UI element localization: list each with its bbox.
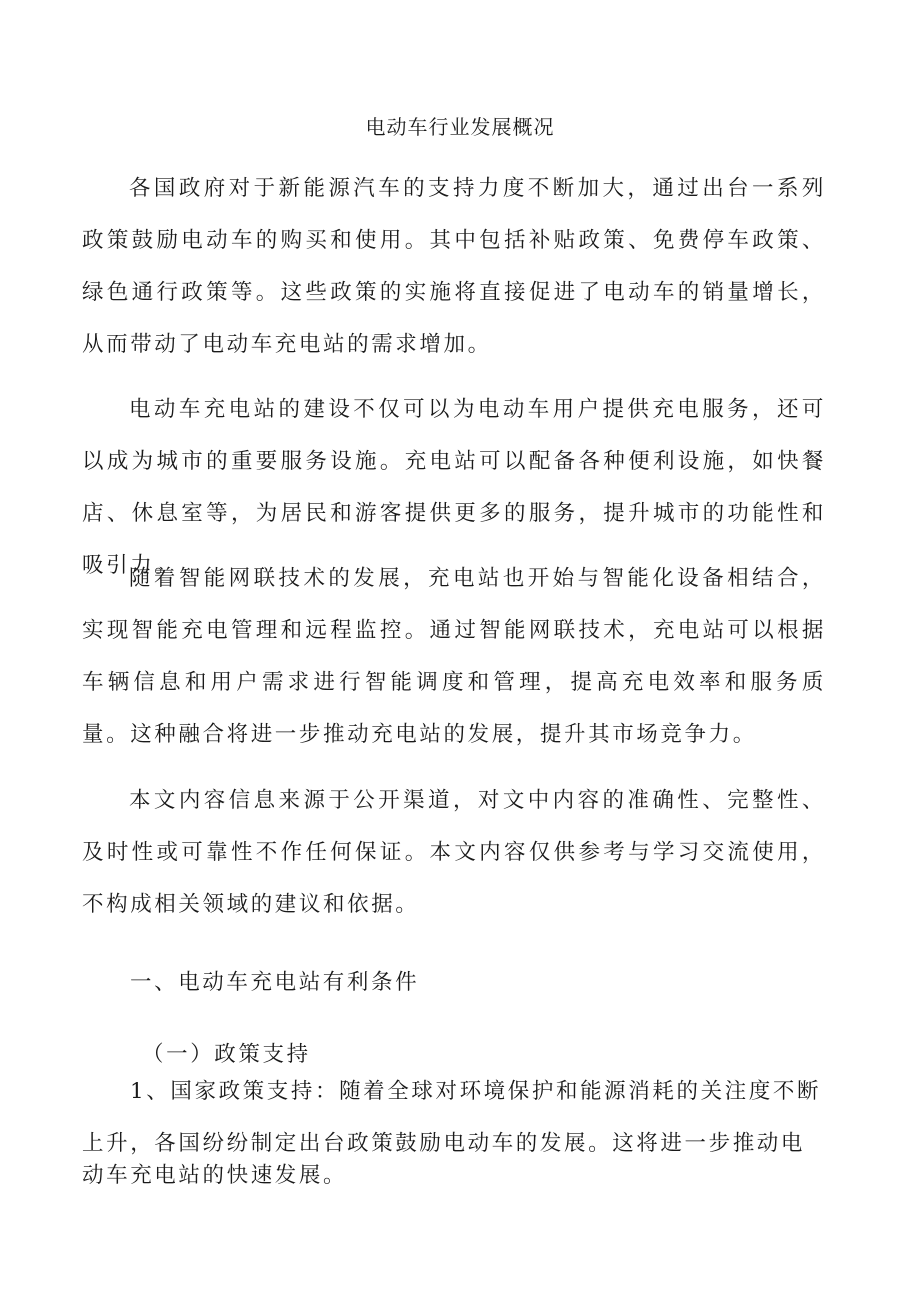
paragraph-disclaimer: 本文内容信息来源于公开渠道，对文中内容的准确性、完整性、及时性或可靠性不作任何保证。本文内容仅供参考与学习交流使用，不构成相关领域的建议和依据。 (82, 788, 826, 917)
paragraph-policy-support: 各国政府对于新能源汽车的支持力度不断加大，通过出台一系列政策鼓励电动车的购买和使用。其中包括补贴政策、免费停车政策、绿色通行政策等。这些政策的实施将直接促进了电动车的销量增长，从而带动了电动车充电站的需求增加。 (82, 176, 826, 357)
subsection-heading: （一）政策支持 (142, 1042, 311, 1067)
list-item-continuation: 上升，各国纷纷制定出台政策鼓励电动车的发展。这将进一步推动电动车充电站的快速发展。 (82, 1131, 806, 1188)
list-item-first-line: 1、国家政策支持：随着全球对环境保护和能源消耗的关注度不断 (130, 1079, 822, 1104)
section-heading: 一、电动车充电站有利条件 (130, 970, 420, 995)
document-title: 电动车行业发展概况 (365, 115, 555, 139)
paragraph-smart-network: 随着智能网联技术的发展，充电站也开始与智能化设备相结合，实现智能充电管理和远程监控。通过智能网联技术，充电站可以根据车辆信息和用户需求进行智能调度和管理，提高充电效率和服务质量。这种融合将进一步推动充电站的发展，提升其市场竞争力。 (82, 566, 826, 747)
paragraph-charging-station-services: 电动车充电站的建设不仅可以为电动车用户提供充电服务，还可以成为城市的重要服务设施。充电站可以配备各种便利设施，如快餐店、休息室等，为居民和游客提供更多的服务，提升城市的功能性和吸引力。 (82, 397, 826, 578)
